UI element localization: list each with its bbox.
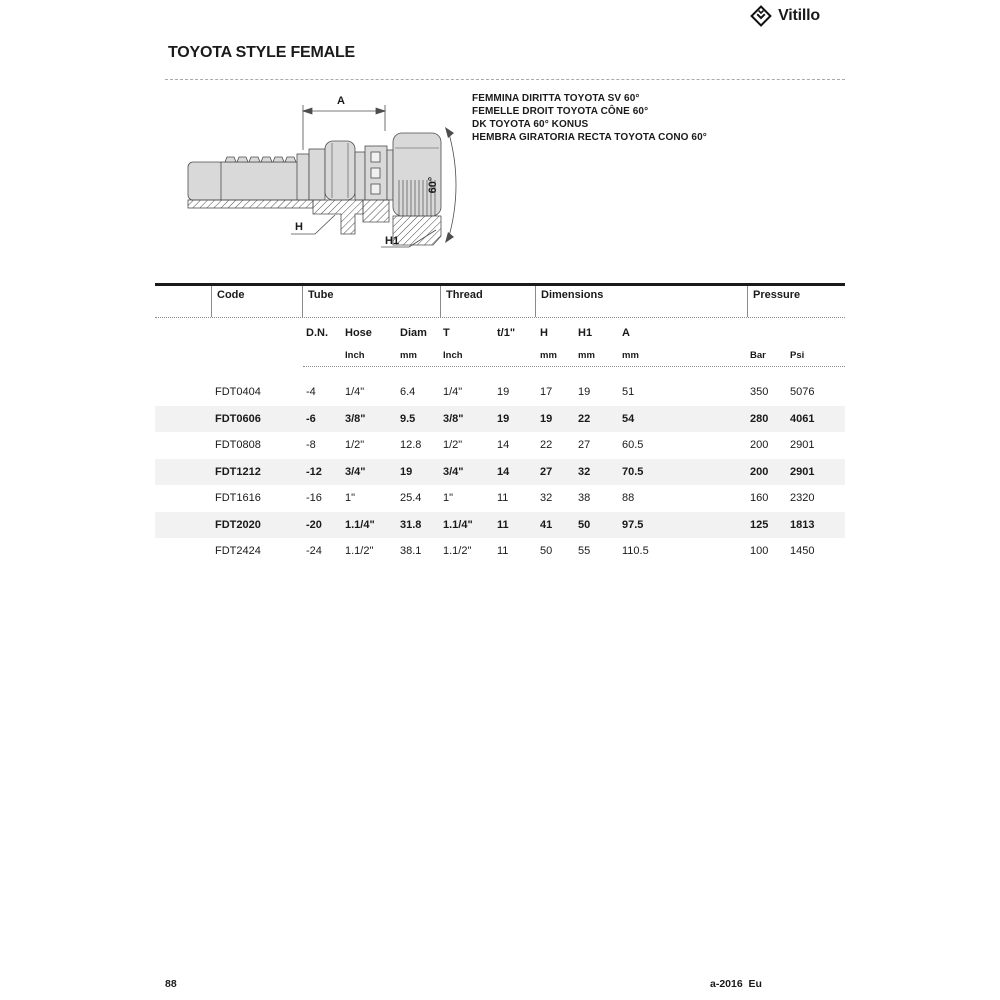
cell-a: 88 bbox=[622, 492, 635, 505]
cell-dn: -6 bbox=[306, 412, 316, 425]
cell-h1: 22 bbox=[578, 412, 591, 425]
brand-logo bbox=[750, 5, 820, 27]
table-group-header bbox=[155, 286, 845, 317]
shank-step bbox=[297, 154, 309, 200]
sub-header-t: T bbox=[443, 327, 450, 339]
unit-h1: mm bbox=[578, 350, 595, 361]
cell-psi: 5076 bbox=[790, 386, 815, 399]
cell-h1: 50 bbox=[578, 518, 591, 531]
cell-dn: -12 bbox=[306, 465, 322, 478]
cell-code: FDT0808 bbox=[215, 439, 261, 452]
shank-tip bbox=[188, 162, 224, 200]
cell-h: 22 bbox=[540, 439, 553, 452]
cell-t1: 11 bbox=[497, 492, 509, 505]
cell-bar: 200 bbox=[750, 439, 769, 452]
footer-edition: a-2016 Eu bbox=[710, 978, 762, 990]
cell-h: 19 bbox=[540, 412, 553, 425]
sub-header-code bbox=[215, 322, 306, 344]
table-sub-header bbox=[155, 322, 845, 344]
description-fr: FEMELLE DROIT TOYOTA CÔNE 60° bbox=[472, 106, 649, 117]
hex-nut-large bbox=[393, 133, 441, 216]
cell-diam: 12.8 bbox=[400, 439, 422, 452]
table-row bbox=[155, 459, 845, 486]
cell-t: 1" bbox=[443, 492, 454, 505]
cell-hose: 1/2" bbox=[345, 439, 365, 452]
cell-dn: -4 bbox=[306, 386, 316, 399]
table-unit-header bbox=[155, 346, 845, 365]
table-row bbox=[155, 432, 845, 459]
dim-h-label: H bbox=[295, 221, 303, 233]
cell-psi: 4061 bbox=[790, 412, 815, 425]
group-header-code: Code bbox=[211, 286, 302, 317]
fitting-drawing bbox=[185, 88, 465, 250]
cell-hose: 3/4" bbox=[345, 465, 366, 478]
cell-psi: 2901 bbox=[790, 439, 815, 452]
description-de: DK TOYOTA 60° KONUS bbox=[472, 119, 589, 130]
cell-a: 60.5 bbox=[622, 439, 644, 452]
description-es: HEMBRA GIRATORIA RECTA TOYOTA CONO 60° bbox=[472, 132, 707, 143]
cell-code: FDT0404 bbox=[215, 386, 261, 399]
cell-dn: -24 bbox=[306, 545, 322, 558]
group-header-thread: Thread bbox=[440, 286, 535, 317]
unit-t1 bbox=[497, 346, 540, 365]
cell-h: 32 bbox=[540, 492, 553, 505]
cell-code: FDT1212 bbox=[215, 465, 261, 478]
cell-a: 51 bbox=[622, 386, 635, 399]
cell-bar: 160 bbox=[750, 492, 769, 505]
sub-header-h: H bbox=[540, 327, 548, 339]
dim-a-label: A bbox=[337, 95, 345, 107]
cell-t1: 19 bbox=[497, 412, 510, 425]
sub-header-diam: Diam bbox=[400, 327, 427, 339]
cell-dn: -8 bbox=[306, 439, 316, 452]
group-header-dimensions: Dimensions bbox=[535, 286, 747, 317]
cell-diam: 31.8 bbox=[400, 518, 422, 531]
table-body bbox=[155, 379, 845, 565]
cell-diam: 19 bbox=[400, 465, 413, 478]
group-header-tube: Tube bbox=[302, 286, 440, 317]
cell-code: FDT2424 bbox=[215, 545, 261, 558]
table-row bbox=[155, 538, 845, 565]
cell-h1: 27 bbox=[578, 439, 591, 452]
collar bbox=[309, 149, 325, 200]
product-descriptions bbox=[472, 92, 707, 144]
table-dotted-rule-2 bbox=[303, 366, 845, 367]
cell-t: 1/4" bbox=[443, 386, 463, 399]
group-header-pressure: Pressure bbox=[747, 286, 845, 317]
cell-psi: 2320 bbox=[790, 492, 815, 505]
cell-h1: 19 bbox=[578, 386, 591, 399]
cell-code: FDT2020 bbox=[215, 518, 261, 531]
table-row bbox=[155, 512, 845, 539]
table-row bbox=[155, 379, 845, 406]
cell-h: 27 bbox=[540, 465, 553, 478]
cell-t1: 11 bbox=[497, 545, 509, 558]
cell-h: 50 bbox=[540, 545, 553, 558]
cell-t1: 14 bbox=[497, 439, 510, 452]
sub-header-bar bbox=[750, 322, 790, 344]
cell-h1: 38 bbox=[578, 492, 591, 505]
cell-t: 3/4" bbox=[443, 465, 464, 478]
cell-dn: -20 bbox=[306, 518, 322, 531]
cell-psi: 1813 bbox=[790, 518, 815, 531]
unit-dn bbox=[306, 346, 345, 365]
unit-gutter bbox=[155, 346, 215, 365]
table-dotted-rule-1 bbox=[155, 317, 845, 318]
unit-hose: Inch bbox=[345, 350, 365, 361]
sub-header-hose: Hose bbox=[345, 327, 372, 339]
table-row bbox=[155, 485, 845, 512]
cell-diam: 6.4 bbox=[400, 386, 416, 399]
cell-dn: -16 bbox=[306, 492, 322, 505]
unit-h: mm bbox=[540, 350, 557, 361]
cell-h1: 32 bbox=[578, 465, 591, 478]
sub-header-dn: D.N. bbox=[306, 327, 328, 339]
unit-diam: mm bbox=[400, 350, 417, 361]
cell-a: 70.5 bbox=[622, 465, 644, 478]
section-hatch-shank bbox=[188, 200, 313, 208]
cell-hose: 1/4" bbox=[345, 386, 365, 399]
page-title: TOYOTA STYLE FEMALE bbox=[168, 44, 356, 61]
cell-hose: 1.1/4" bbox=[345, 518, 375, 531]
cell-code: FDT0606 bbox=[215, 412, 261, 425]
sub-header-gutter bbox=[155, 322, 215, 344]
unit-a: mm bbox=[622, 350, 639, 361]
unit-code bbox=[215, 346, 306, 365]
cell-t: 3/8" bbox=[443, 412, 464, 425]
table-row bbox=[155, 406, 845, 433]
cell-bar: 200 bbox=[750, 465, 769, 478]
sub-header-t1: t/1" bbox=[497, 327, 516, 339]
cell-t1: 14 bbox=[497, 465, 510, 478]
title-rule bbox=[165, 79, 845, 80]
cell-t1: 11 bbox=[497, 518, 509, 531]
cell-h: 17 bbox=[540, 386, 553, 399]
cell-psi: 1450 bbox=[790, 545, 815, 558]
hex-nut-small bbox=[325, 141, 355, 200]
cone-angle-label: 60° bbox=[427, 176, 439, 194]
cell-t: 1.1/4" bbox=[443, 518, 473, 531]
dim-h1-label: H1 bbox=[385, 235, 400, 247]
section-hatch-hex bbox=[393, 216, 441, 245]
cell-h1: 55 bbox=[578, 545, 591, 558]
cell-t1: 19 bbox=[497, 386, 510, 399]
cell-bar: 100 bbox=[750, 545, 769, 558]
unit-psi: Psi bbox=[790, 350, 805, 361]
footer-page-number: 88 bbox=[165, 978, 177, 990]
cell-diam: 25.4 bbox=[400, 492, 422, 505]
neck bbox=[355, 152, 365, 200]
group-gutter bbox=[155, 286, 211, 317]
vitillo-diamond-icon bbox=[750, 5, 772, 27]
cell-h: 41 bbox=[540, 518, 553, 531]
sub-header-psi bbox=[790, 322, 845, 344]
sub-header-a: A bbox=[622, 327, 630, 339]
technical-drawing bbox=[185, 88, 465, 255]
cell-bar: 280 bbox=[750, 412, 769, 425]
cell-hose: 1.1/2" bbox=[345, 545, 374, 558]
brand-name: Vitillo bbox=[778, 7, 820, 24]
cell-diam: 9.5 bbox=[400, 412, 416, 425]
cell-bar: 125 bbox=[750, 518, 769, 531]
cell-a: 54 bbox=[622, 412, 635, 425]
description-it: FEMMINA DIRITTA TOYOTA SV 60° bbox=[472, 93, 640, 104]
cell-code: FDT1616 bbox=[215, 492, 261, 505]
cell-diam: 38.1 bbox=[400, 545, 422, 558]
cell-hose: 1" bbox=[345, 492, 356, 505]
cell-a: 110.5 bbox=[622, 545, 649, 558]
unit-t: Inch bbox=[443, 350, 463, 361]
cell-hose: 3/8" bbox=[345, 412, 366, 425]
cell-t: 1/2" bbox=[443, 439, 463, 452]
sub-header-h1: H1 bbox=[578, 327, 593, 339]
cell-bar: 350 bbox=[750, 386, 769, 399]
unit-bar: Bar bbox=[750, 350, 766, 361]
cell-t: 1.1/2" bbox=[443, 545, 472, 558]
section-hatch-ferrule bbox=[363, 200, 389, 222]
cell-psi: 2901 bbox=[790, 465, 815, 478]
cell-a: 97.5 bbox=[622, 518, 644, 531]
